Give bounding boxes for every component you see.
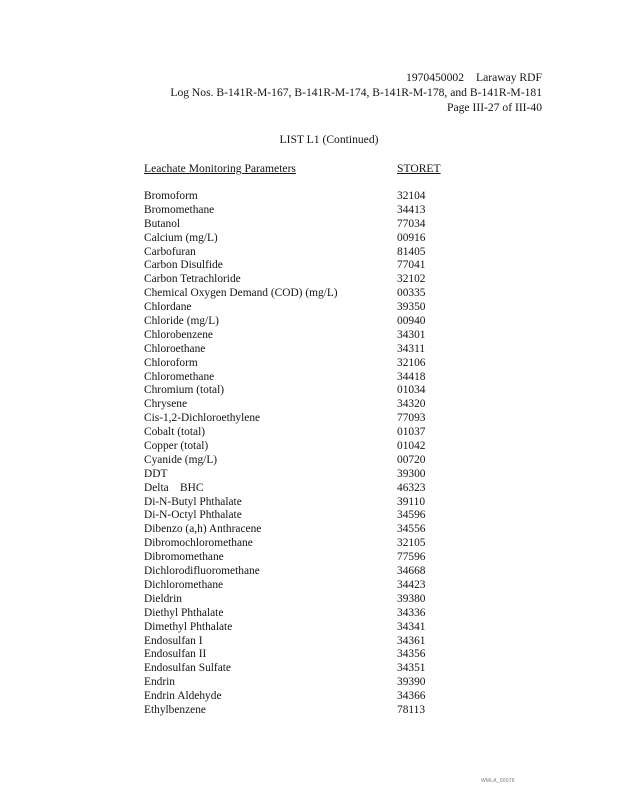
list-item — [144, 259, 464, 273]
storet-code: 34336 — [397, 606, 426, 619]
storet-code: 46323 — [397, 481, 426, 494]
storet-code: 32106 — [397, 356, 426, 369]
list-item — [144, 246, 464, 260]
storet-code: 34356 — [397, 648, 426, 661]
list-item — [144, 509, 464, 523]
list-item — [144, 329, 464, 343]
parameter-name: Ethylbenzene — [144, 703, 206, 716]
storet-code: 39390 — [397, 676, 426, 689]
storet-code: 39110 — [397, 495, 426, 508]
storet-code: 81405 — [397, 245, 426, 258]
storet-code: 00720 — [397, 453, 426, 466]
parameter-list — [144, 190, 464, 718]
parameter-name: DDT — [144, 467, 168, 480]
list-item — [144, 301, 464, 315]
storet-code: 32105 — [397, 537, 426, 550]
log-numbers: Log Nos. B-141R-M-167, B-141R-M-174, B-141R-M-178, and B-141R-M-181 — [170, 86, 542, 99]
parameter-name: Dimethyl Phthalate — [144, 620, 233, 633]
storet-code: 34311 — [397, 342, 426, 355]
storet-code: 34361 — [397, 634, 426, 647]
list-item — [144, 565, 464, 579]
storet-code: 34423 — [397, 578, 426, 591]
page-number: Page III-27 of III-40 — [447, 101, 542, 114]
parameter-name: Endrin Aldehyde — [144, 690, 222, 703]
storet-code: 34351 — [397, 662, 426, 675]
parameter-name: Endosulfan II — [144, 648, 207, 661]
parameter-name: Carbon Tetrachloride — [144, 273, 241, 286]
storet-code: 00940 — [397, 315, 426, 328]
parameter-name: Chromium (total) — [144, 384, 225, 397]
parameter-name: Carbon Disulfide — [144, 259, 223, 272]
parameter-name: Dibenzo (a,h) Anthracene — [144, 523, 262, 536]
storet-code: 01034 — [397, 384, 426, 397]
storet-code: 01042 — [397, 440, 426, 453]
storet-code: 34668 — [397, 565, 426, 578]
storet-code: 34418 — [397, 370, 426, 383]
list-item — [144, 440, 464, 454]
parameter-name: Dibromomethane — [144, 551, 224, 564]
parameter-name: Bromomethane — [144, 203, 215, 216]
storet-code: 34366 — [397, 690, 426, 703]
parameter-name: Chlorobenzene — [144, 328, 213, 341]
list-item — [144, 676, 464, 690]
list-item — [144, 635, 464, 649]
storet-code: 32104 — [397, 190, 426, 202]
parameter-name: Endosulfan I — [144, 634, 203, 647]
list-item — [144, 232, 464, 246]
parameter-name: Chemical Oxygen Demand (COD) (mg/L) — [144, 287, 338, 300]
list-item — [144, 384, 464, 398]
storet-code: 77041 — [397, 259, 426, 272]
parameter-name: Cobalt (total) — [144, 426, 206, 439]
list-item — [144, 662, 464, 676]
storet-code: 78113 — [397, 703, 426, 716]
parameter-name: Butanol — [144, 217, 181, 230]
list-item — [144, 190, 464, 204]
parameter-name: Bromoform — [144, 190, 198, 202]
parameter-name: Carbofuran — [144, 245, 196, 258]
parameter-name: Dichloromethane — [144, 578, 224, 591]
list-item — [144, 398, 464, 412]
list-item — [144, 218, 464, 232]
list-item — [144, 273, 464, 287]
doc-id-line — [170, 70, 542, 85]
list-item — [144, 704, 464, 718]
parameter-name: Di-N-Octyl Phthalate — [144, 509, 242, 522]
list-item — [144, 593, 464, 607]
parameter-name: Dibromochloromethane — [144, 537, 253, 550]
list-item — [144, 204, 464, 218]
parameter-name: Calcium (mg/L) — [144, 231, 218, 244]
storet-code: 77596 — [397, 551, 426, 564]
storet-code: 34301 — [397, 328, 426, 341]
list-item — [144, 482, 464, 496]
parameter-name: Cis-1,2-Dichloroethylene — [144, 412, 261, 425]
page-header — [170, 70, 542, 115]
parameter-name: Chloroethane — [144, 342, 206, 355]
list-item — [144, 523, 464, 537]
storet-code: 34413 — [397, 203, 426, 216]
storet-code: 00335 — [397, 287, 426, 300]
list-item — [144, 621, 464, 635]
storet-code: 77093 — [397, 412, 426, 425]
storet-code: 34341 — [397, 620, 426, 633]
storet-code: 39380 — [397, 592, 426, 605]
list-item — [144, 551, 464, 565]
list-item — [144, 371, 464, 385]
storet-code: 34596 — [397, 509, 426, 522]
list-item — [144, 537, 464, 551]
list-item — [144, 357, 464, 371]
parameter-name: Dichlorodifluoromethane — [144, 565, 260, 578]
parameter-name: Chrysene — [144, 398, 188, 411]
storet-code: 34556 — [397, 523, 426, 536]
storet-code: 01037 — [397, 426, 426, 439]
parameter-name: Copper (total) — [144, 440, 209, 453]
parameter-name: Diethyl Phthalate — [144, 606, 224, 619]
parameter-name: Chloromethane — [144, 370, 215, 383]
list-item — [144, 648, 464, 662]
parameter-name: Chloride (mg/L) — [144, 315, 219, 328]
parameter-name: Endrin — [144, 676, 176, 689]
list-item — [144, 426, 464, 440]
storet-code: 00916 — [397, 231, 426, 244]
storet-column-header: STORET — [397, 162, 441, 175]
facility-name: Laraway RDF — [475, 71, 542, 84]
list-item — [144, 315, 464, 329]
list-item — [144, 454, 464, 468]
list-item — [144, 496, 464, 510]
storet-code: 32102 — [397, 273, 426, 286]
storet-code: 77034 — [397, 217, 426, 230]
list-item — [144, 287, 464, 301]
bates-number: WMLA_00076 — [481, 778, 515, 784]
storet-code: 34320 — [397, 398, 426, 411]
parameter-name: Chloroform — [144, 356, 198, 369]
parameter-column-header: Leachate Monitoring Parameters — [144, 162, 296, 175]
list-item — [144, 690, 464, 704]
parameter-name: Chlordane — [144, 301, 192, 314]
doc-id: 1970450002 — [406, 71, 464, 84]
list-item — [144, 607, 464, 621]
list-item — [144, 343, 464, 357]
parameter-name: Endosulfan Sulfate — [144, 662, 231, 675]
parameter-name: Cyanide (mg/L) — [144, 453, 218, 466]
list-item — [144, 412, 464, 426]
parameter-name: Delta BHC — [144, 481, 204, 494]
parameter-name: Dieldrin — [144, 592, 182, 605]
list-item — [144, 468, 464, 482]
storet-code: 39300 — [397, 467, 426, 480]
list-title: LIST L1 (Continued) — [279, 133, 379, 146]
parameter-name: Di-N-Butyl Phthalate — [144, 495, 242, 508]
list-item — [144, 579, 464, 593]
storet-code: 39350 — [397, 301, 426, 314]
